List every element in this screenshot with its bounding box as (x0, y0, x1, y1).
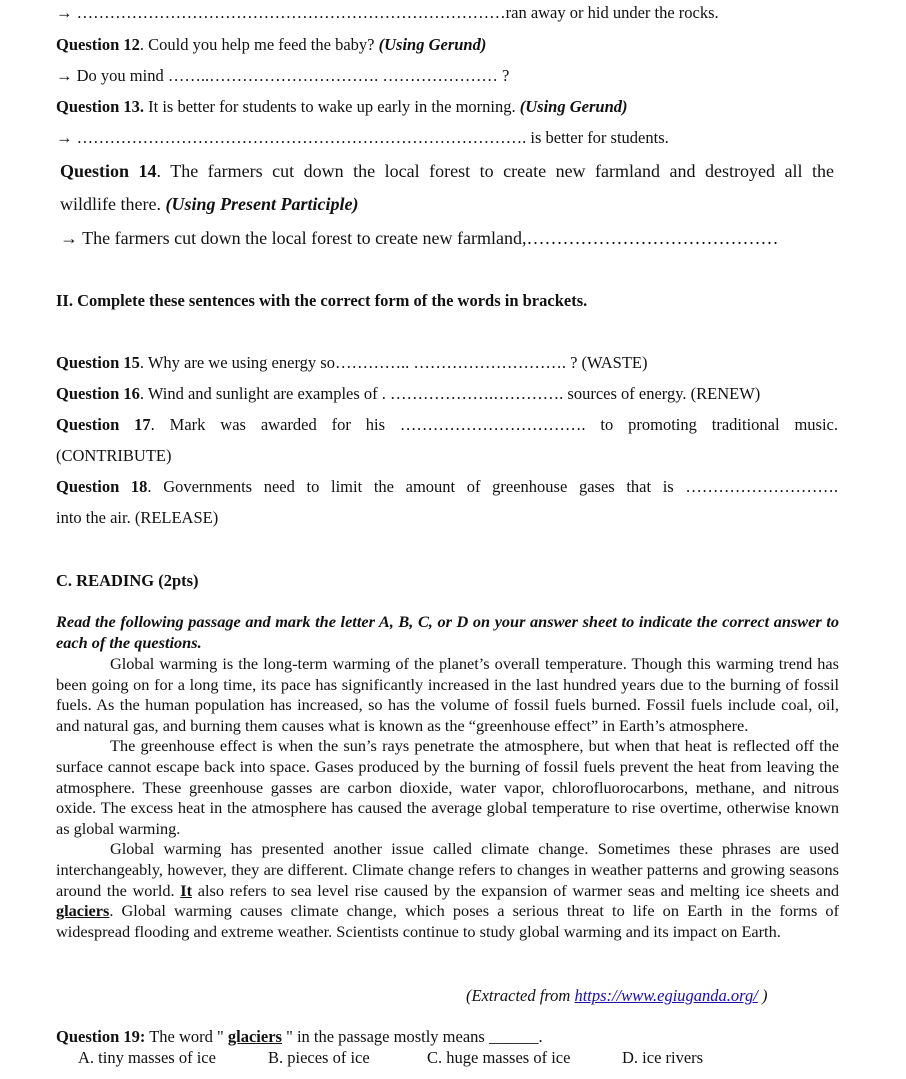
question-18 (56, 477, 838, 497)
question-16 (56, 384, 760, 404)
question-14-cont (60, 194, 358, 214)
question-label: Question 13. (56, 97, 145, 116)
question-14 (60, 161, 834, 181)
question-text: . The farmers cut down the local forest to create new farmland and destroyed all the (156, 161, 834, 181)
question-18-cont: into the air. (RELEASE) (56, 508, 219, 527)
question-text: . Mark was awarded for his ……………………………. to promoting traditional music. (150, 415, 838, 434)
passage-paragraph-2: The greenhouse effect is when the sun’s rays penetrate the atmosphere, but when that heat is reflected off the surface cannot escape back into space. Gases produced by the burning of fossil fuels prevent the heat from leaving the atmosphere. These greenhouse gasses are carbon dioxide, water vapor, chlorofluorocarbons, methane, and nitrous oxide. The excess heat in the atmosphere has caused the average global temperature to rise overtime, otherwise known as global warming. (56, 736, 839, 838)
option-b[interactable]: B. pieces of ice (268, 1048, 370, 1067)
question-text: wildlife there. (60, 194, 166, 214)
passage-text: also refers to sea level rise caused by the expansion of warmer seas and melting ice sheets and (192, 880, 840, 900)
question-hint: (Using Gerund) (378, 35, 487, 54)
underlined-word-it: It (180, 880, 193, 900)
q12-answer-line: → Do you mind ……..…………………………. ………………… ? (56, 66, 510, 85)
question-label: Question 17 (56, 415, 151, 434)
section-heading-reading (56, 571, 199, 591)
question-text: . Wind and sunlight are examples of . ……………….…………. sources of energy. (RENEW) (139, 384, 761, 403)
instruction-text: Read the following passage and mark the letter A, B, C, or D on your answer sheet to indicate the correct answer to each of the questions. (56, 612, 839, 652)
question-label: Question 18 (56, 477, 148, 496)
question-label: Question 15 (56, 353, 140, 372)
section-title: II. Complete these sentences with the correct form of the words in brackets. (56, 291, 588, 310)
q14-answer-line: → The farmers cut down the local forest to create new farmland,…………………………………… (60, 228, 779, 248)
question-text: . Why are we using energy so………….. ………………………. ? (WASTE) (139, 353, 648, 372)
reading-instruction (56, 612, 839, 653)
question-text: . Governments need to limit the amount of greenhouse gases that is ………………………. (147, 477, 838, 496)
underlined-word-glaciers: glaciers (56, 901, 110, 921)
source-suffix: ) (757, 986, 768, 1005)
option-c[interactable]: C. huge masses of ice (427, 1048, 571, 1067)
question-17-cont: (CONTRIBUTE) (56, 446, 172, 465)
question-hint: (Using Gerund) (519, 97, 628, 116)
q13-answer-line: → ………………………………………………………………………. is better for students. (56, 128, 669, 147)
question-text: The word " (145, 1027, 228, 1046)
source-prefix: (Extracted from (466, 986, 575, 1005)
question-hint: (Using Present Participle) (165, 194, 359, 214)
question-text: " in the passage mostly means ______. (281, 1027, 543, 1046)
question-19 (56, 1027, 543, 1047)
question-label: Question 16 (56, 384, 140, 403)
passage-text: . Global warming causes climate change, which poses a serious threat to life on Earth in the forms of widespread flooding and extreme weather. Scientists continue to study global warming and its impact on Earth. (56, 901, 839, 941)
q11-answer-line: → ……………………………………………………………………ran away or hid under the rocks. (56, 3, 719, 22)
section-heading (56, 291, 587, 311)
passage-paragraph-3 (56, 839, 839, 942)
underlined-word: glaciers (227, 1027, 282, 1046)
question-label: Question 14 (60, 161, 157, 181)
option-d[interactable]: D. ice rivers (622, 1048, 704, 1067)
question-17 (56, 415, 838, 435)
option-a[interactable]: A. tiny masses of ice (78, 1048, 216, 1067)
section-title: C. READING (2pts) (56, 571, 199, 590)
question-text: It is better for students to wake up early in the morning. (144, 97, 520, 116)
passage-text: Global warming has presented another issue called climate change. Sometimes these phrases are used interchangeably, however, they are different. Climate change refers to changes in weather patterns and growing seasons around the world. (56, 839, 839, 900)
question-label: Question 12 (56, 35, 140, 54)
question-15 (56, 353, 648, 373)
reading-passage (56, 654, 839, 942)
question-label: Question 19: (56, 1027, 146, 1046)
source-link[interactable]: https://www.egiuganda.org/ (574, 986, 758, 1005)
source-citation (466, 986, 767, 1006)
passage-paragraph-1: Global warming is the long-term warming of the planet’s overall temperature. Though this warming trend has been going on for a long time, its pace has significantly increased in the last hundred years due to the burning of fossil fuels. As the human population has increased, so has the volume of fossil fuels burned. Fossil fuels include coal, oil, and natural gas, and burning them causes what is known as the “greenhouse effect” in Earth’s atmosphere. (56, 654, 839, 735)
question-13 (56, 97, 628, 117)
question-text: . Could you help me feed the baby? (139, 35, 379, 54)
question-12 (56, 35, 486, 55)
